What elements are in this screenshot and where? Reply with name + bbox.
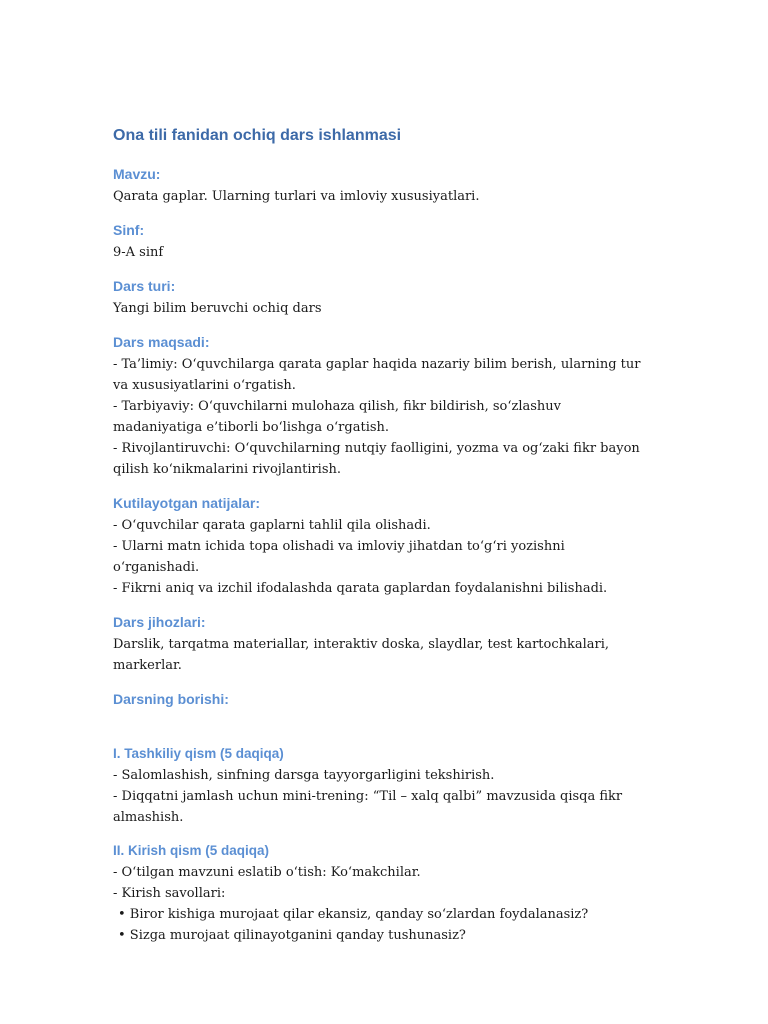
section-heading: Mavzu:	[113, 166, 161, 182]
section-heading: Dars jihozlari:	[113, 614, 206, 630]
section-heading: Dars turi:	[113, 278, 176, 294]
part-kirish-qism	[113, 841, 653, 946]
part-text: - O‘tilgan mavzuni eslatib o‘tish: Ko‘makchilar.	[113, 865, 421, 880]
section-text: Qarata gaplar. Ularning turlari va imloviy xususiyatlari.	[113, 189, 480, 204]
section-kutilayotgan-natijalar	[113, 493, 653, 599]
document-page	[113, 125, 653, 959]
part-text: - Kirish savollari:	[113, 886, 226, 901]
section-text: - Fikrni aniq va izchil ifodalashda qarata gaplardan foydalanishni bilishadi.	[113, 581, 608, 596]
section-text: - Tarbiyaviy: O‘quvchilarni mulohaza qilish, fikr bildirish, so‘zlashuv madaniyatiga e’tiborli bo‘lishga o‘rgatish.	[113, 399, 561, 435]
section-heading: Dars maqsadi:	[113, 334, 210, 350]
bullet-item: • Biror kishiga murojaat qilar ekansiz, qanday so‘zlardan foydalanasiz?	[118, 907, 589, 922]
section-text: - O‘quvchilar qarata gaplarni tahlil qila olishadi.	[113, 518, 431, 533]
section-dars-maqsadi	[113, 332, 653, 480]
section-text: - Ularni matn ichida topa olishadi va imloviy jihatdan to‘g‘ri yozishni o‘rganishadi.	[113, 539, 565, 575]
part-heading: II. Kirish qism (5 daqiqa)	[113, 843, 270, 858]
bullet-item: • Sizga murojaat qilinayotganini qanday tushunasiz?	[118, 928, 466, 943]
section-text: Darslik, tarqatma materiallar, interaktiv doska, slaydlar, test kartochkalari, markerlar.	[113, 637, 610, 673]
section-heading: Sinf:	[113, 222, 145, 238]
section-text: - Rivojlantiruvchi: O‘quvchilarning nutqiy faolligini, yozma va og‘zaki fikr bayon qilish ko‘nikmalarini rivojlantirish.	[113, 441, 640, 477]
section-text: 9-A sinf	[113, 245, 164, 260]
section-mavzu	[113, 164, 653, 207]
document-title: Ona tili fanidan ochiq dars ishlanmasi	[113, 127, 402, 144]
section-heading: Kutilayotgan natijalar:	[113, 495, 261, 511]
section-dars-turi	[113, 276, 653, 319]
part-tashkiliy-qism	[113, 744, 653, 828]
section-darsning-borishi	[113, 689, 653, 709]
part-text: - Salomlashish, sinfning darsga tayyorgarligini tekshirish.	[113, 768, 495, 783]
section-text: Yangi bilim beruvchi ochiq dars	[113, 301, 322, 316]
section-dars-jihozlari	[113, 612, 653, 676]
section-text: - Ta’limiy: O‘quvchilarga qarata gaplar haqida nazariy bilim berish, ularning tur va xususiyatlarini o‘rgatish.	[113, 357, 641, 393]
section-sinf	[113, 220, 653, 263]
part-text: - Diqqatni jamlash uchun mini-trening: “Til – xalq qalbi” mavzusida qisqa fikr almashish.	[113, 789, 623, 825]
part-heading: I. Tashkiliy qism (5 daqiqa)	[113, 746, 284, 761]
section-heading: Darsning borishi:	[113, 691, 229, 707]
